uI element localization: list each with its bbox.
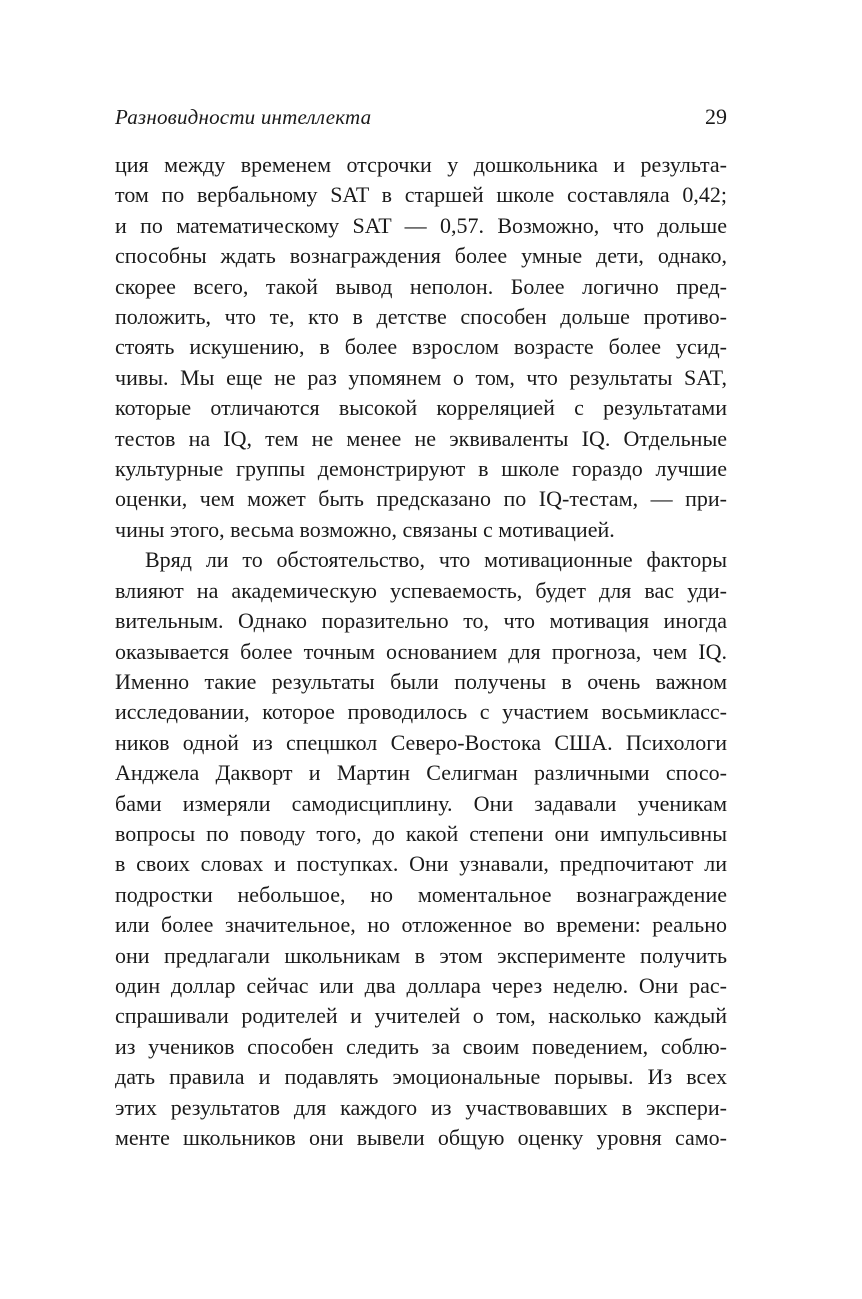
text-line: бами измеряли самодисциплину. Они задавали ученикам [115,790,727,816]
text-line: подростки небольшое, но моментальное вознаграждение [115,881,727,907]
text-line: из учеников способен следить за своим поведением, соблю- [115,1033,727,1059]
text-line: в своих словах и поступках. Они узнавали, предпочитают ли [115,851,727,877]
book-page [115,0,727,1299]
text-line: вопросы по поводу того, до какой степени они импульсивны [115,820,727,846]
text-line: Анджела Дакворт и Мартин Селигман различными спосо- [115,760,727,786]
text-line: ция между временем отсрочки у дошкольника и результа- [115,152,727,177]
text-line: ников одной из спецшкол Северо-Востока США. Психологи [115,729,727,755]
text-line: этих результатов для каждого из участвовавших в экспери- [115,1094,727,1120]
body-text [115,150,727,1153]
running-head [115,103,727,133]
text-line: том по вербальному SAT в старшей школе составляла 0,42; [115,182,727,208]
text-line: вительным. Однако поразительно то, что мотивация иногда [115,608,727,634]
paragraph-1 [115,150,727,545]
text-line: спрашивали родителей и учителей о том, насколько каждый [115,1003,727,1029]
text-line: стоять искушению, в более взрослом возрасте более усид- [115,334,727,360]
text-line: влияют на академическую успеваемость, будет для вас уди- [115,577,727,603]
text-line: или более значительное, но отложенное во времени: реально [115,912,727,938]
text-line: которые отличаются высокой корреляцией с результатами [115,395,727,421]
text-line: тестов на IQ, тем не менее не эквиваленты IQ. Отдельные [115,425,727,451]
text-line: дать правила и подавлять эмоциональные порывы. Из всех [115,1064,727,1090]
text-line: и по математическому SAT — 0,57. Возможно, что дольше [115,212,727,238]
text-line: исследовании, которое проводилось с участием восьмикласс- [115,699,727,725]
text-line: Вряд ли то обстоятельство, что мотивационные факторы [145,547,727,573]
text-line: менте школьников они вывели общую оценку уровня само- [115,1125,727,1150]
text-line: Именно такие результаты были получены в очень важном [115,668,727,694]
text-line: они предлагали школьникам в этом эксперименте получить [115,942,727,968]
text-line: один доллар сейчас или два доллара через неделю. Они рас- [115,972,727,998]
text-line: культурные группы демонстрируют в школе гораздо лучшие [115,456,727,482]
text-line: чины этого, весьма возможно, связаны с мотивацией. [115,516,615,542]
text-line: скорее всего, такой вывод неполон. Более логично пред- [115,273,727,299]
text-line: чивы. Мы еще не раз упомянем о том, что результаты SAT, [115,364,727,390]
page-number: 29 [705,104,727,129]
running-title: Разновидности интеллекта [115,105,372,129]
text-line: оценки, чем может быть предсказано по IQ-тестам, — при- [115,486,727,512]
text-line: положить, что те, кто в детстве способен дольше противо- [115,304,727,330]
text-line: способны ждать вознаграждения более умные дети, однако, [115,243,727,269]
paragraph-2 [115,545,727,1153]
text-line: оказывается более точным основанием для прогноза, чем IQ. [115,638,727,664]
